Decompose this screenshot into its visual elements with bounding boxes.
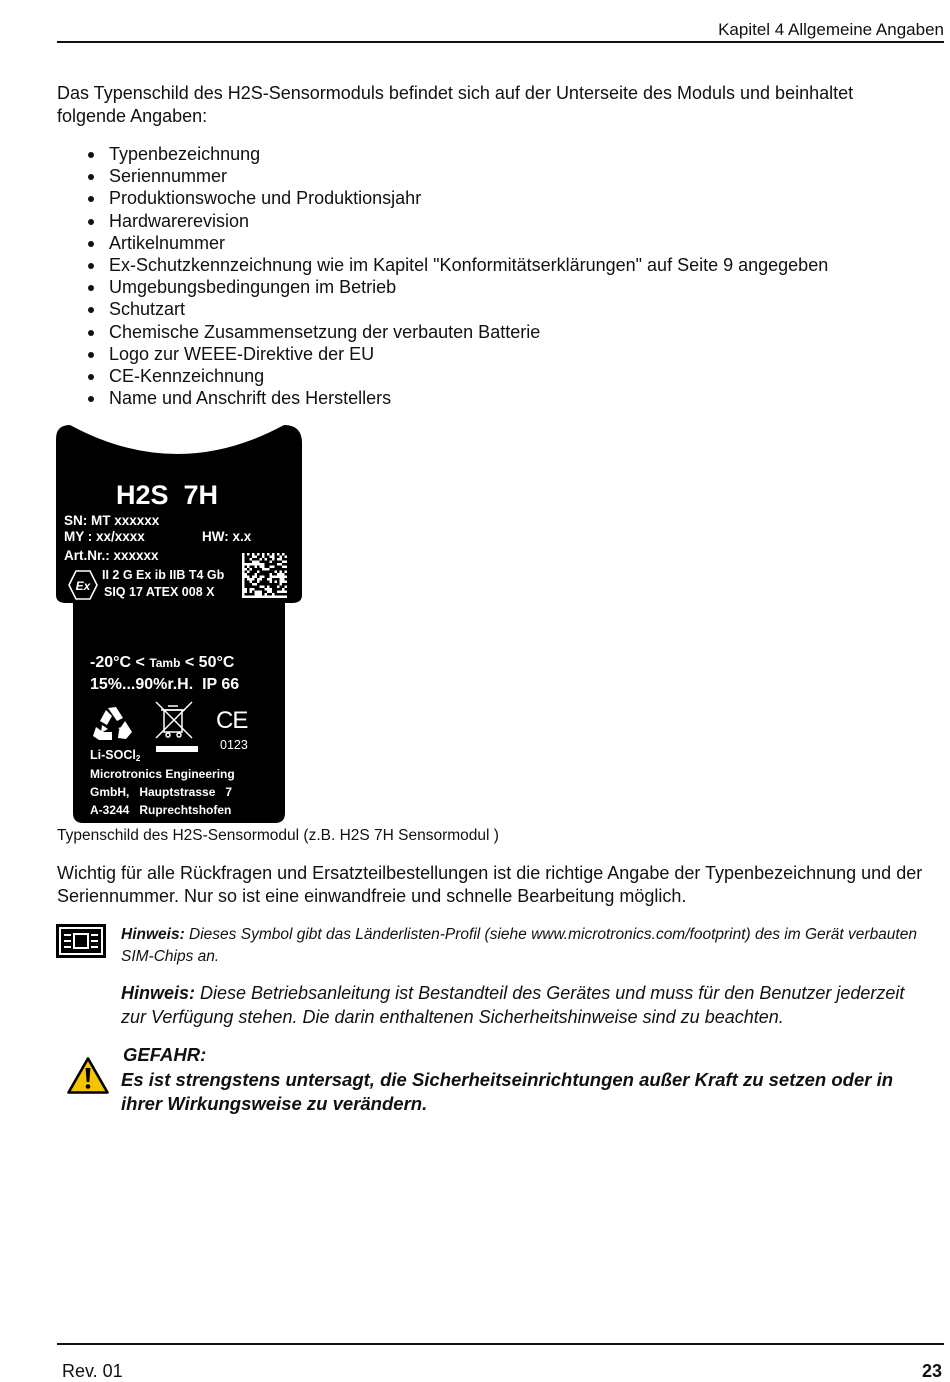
revision-label: Rev. 01	[62, 1361, 123, 1381]
list-item: Hardwarerevision	[57, 210, 828, 232]
intro-paragraph: Das Typenschild des H2S-Sensormoduls befindet sich auf der Unterseite des Moduls und beinhaltet folgende Angaben:	[57, 83, 854, 126]
label-manufacturer-name: Microtronics Engineering	[90, 767, 235, 781]
datamatrix-code-icon	[242, 553, 287, 598]
weee-bar	[156, 746, 198, 752]
label-battery-chemistry: Li-SOCl2	[90, 748, 141, 763]
page-number: 23	[921, 1361, 942, 1381]
header-rule	[57, 41, 944, 43]
note-label: Hinweis:	[121, 983, 196, 1003]
label-manufacturer-street: GmbH, Hauptstrasse 7	[90, 785, 233, 799]
list-item: Ex-Schutzkennzeichnung wie im Kapitel "Konformitätserklärungen" auf Seite 9 angegeben	[57, 254, 828, 276]
label-ce-mark: CE	[216, 707, 248, 734]
ex-mark: Ex	[75, 579, 91, 593]
label-manufacturer-city: A-3244 Ruprechtshofen	[90, 803, 232, 817]
label-humidity-protection: 15%...90%r.H. IP 66	[90, 676, 240, 693]
sim-note	[121, 924, 931, 968]
label-article-number: Art.Nr.: xxxxxx	[64, 548, 159, 563]
warning-triangle-icon	[67, 1057, 109, 1094]
list-item: Artikelnummer	[57, 232, 828, 254]
note-text: Dieses Symbol gibt das Länderlisten-Profil (siehe www.microtronics.com/footprint) des im Gerät verbauten SIM-Chips an.	[121, 926, 917, 965]
label-atex-certificate: SIQ 17 ATEX 008 X	[104, 585, 215, 599]
label-notified-body: 0123	[220, 738, 248, 752]
label-production-date: MY : xx/xxxx	[64, 529, 145, 544]
note-text: Diese Betriebsanleitung ist Bestandteil des Gerätes und muss für den Benutzer jederzeit zur Verfügung stehen. Die darin enthaltenen Sicherheitshinweise sind zu beachten.	[121, 983, 905, 1027]
list-item: Name und Anschrift des Herstellers	[57, 387, 828, 409]
list-item: Logo zur WEEE-Direktive der EU	[57, 343, 828, 365]
list-item: CE-Kennzeichnung	[57, 365, 828, 387]
figure-caption: Typenschild des H2S-Sensormodul (z.B. H2S 7H Sensormodul )	[57, 827, 499, 844]
manual-note	[121, 982, 931, 1029]
label-hardware-revision: HW: x.x	[202, 529, 252, 544]
danger-notice	[121, 1043, 936, 1117]
note-label: Hinweis:	[121, 926, 185, 943]
important-paragraph: Wichtig für alle Rückfragen und Ersatzteilbestellungen ist die richtige Angabe der Typenbezeichnung und der Seriennummer. Nur so ist eine einwandfreie und schnelle Bearbeitung möglich.	[57, 863, 923, 906]
sim-card-icon	[56, 924, 106, 958]
list-item: Produktionswoche und Produktionsjahr	[57, 187, 828, 209]
label-temperature-range: -20°C < Tamb < 50°C	[90, 654, 235, 671]
list-item: Seriennummer	[57, 165, 828, 187]
chapter-header: Kapitel 4 Allgemeine Angaben	[718, 20, 944, 39]
label-ex-classification: II 2 G Ex ib IIB T4 Gb	[102, 568, 225, 582]
list-item: Schutzart	[57, 298, 828, 320]
danger-text: Es ist strengstens untersagt, die Sicherheitseinrichtungen außer Kraft zu setzen oder in ihrer Wirkungsweise zu verändern.	[121, 1068, 894, 1114]
danger-title: GEFAHR:	[123, 1044, 207, 1065]
list-item: Typenbezeichnung	[57, 143, 828, 165]
footer-rule	[57, 1343, 944, 1345]
list-item: Chemische Zusammensetzung der verbauten Batterie	[57, 321, 828, 343]
label-serial: SN: MT xxxxxx	[64, 513, 160, 528]
type-label-image	[56, 425, 302, 825]
nameplate-contents-list	[57, 143, 828, 409]
list-item: Umgebungsbedingungen im Betrieb	[57, 276, 828, 298]
label-title: H2S 7H	[116, 480, 219, 510]
